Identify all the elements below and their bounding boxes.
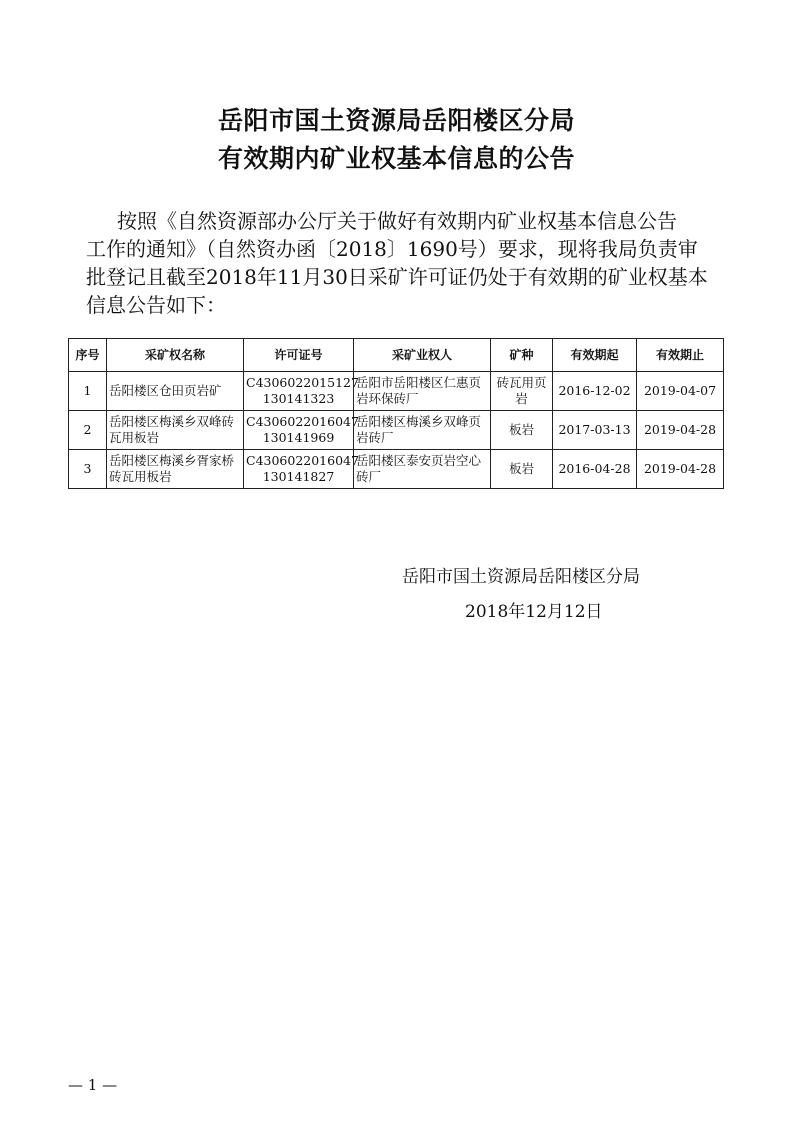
license-part-a: C4306022016047	[246, 414, 359, 429]
body-line-4: 信息公告如下：	[86, 293, 226, 317]
header-mineral: 矿种	[491, 339, 553, 372]
cell-no: 1	[69, 372, 107, 411]
cell-holder: 岳阳楼区泰安页岩空心砖厂	[354, 450, 491, 489]
page-number: — 1 —	[68, 1076, 118, 1094]
cell-start: 2016-04-28	[553, 450, 637, 489]
header-end: 有效期止	[637, 339, 724, 372]
cell-license	[244, 411, 359, 450]
header-name: 采矿权名称	[107, 339, 244, 372]
table-header-row	[69, 339, 724, 372]
cell-no: 3	[69, 450, 107, 489]
header-license: 许可证号	[244, 339, 354, 372]
body-line-3: 批登记且截至2018年11月30日采矿许可证仍处于有效期的矿业权基本	[86, 265, 708, 289]
table-row	[69, 450, 724, 489]
license-part-b: 130141323	[262, 391, 335, 406]
mining-rights-table	[68, 338, 724, 489]
license-part-b: 130141969	[262, 430, 335, 445]
cell-start: 2016-12-02	[553, 372, 637, 411]
signature-date: 2018年12月12日	[465, 602, 603, 622]
signature-org: 岳阳市国土资源局岳阳楼区分局	[402, 567, 640, 587]
title-line-2: 有效期内矿业权基本信息的公告	[217, 144, 575, 173]
cell-license	[244, 450, 359, 489]
cell-name: 岳阳楼区梅溪乡胥家桥砖瓦用板岩	[107, 450, 244, 489]
header-no: 序号	[69, 339, 107, 372]
cell-name: 岳阳楼区梅溪乡双峰砖瓦用板岩	[107, 411, 244, 450]
cell-end: 2019-04-28	[637, 450, 724, 489]
cell-name: 岳阳楼区仓田页岩矿	[107, 372, 244, 411]
header-holder: 采矿业权人	[354, 339, 491, 372]
header-start: 有效期起	[553, 339, 637, 372]
license-part-a: C4306022015127	[246, 375, 359, 390]
license-part-b: 130141827	[262, 469, 335, 484]
body-line-2: 工作的通知》（自然资办函〔2018〕1690号）要求，现将我局负责审	[86, 237, 698, 261]
cell-holder: 岳阳市岳阳楼区仁惠页岩环保砖厂	[354, 372, 491, 411]
cell-start: 2017-03-13	[553, 411, 637, 450]
body-line-1: 按照《自然资源部办公厅关于做好有效期内矿业权基本信息公告	[117, 209, 677, 233]
table-row	[69, 372, 724, 411]
title-line-1: 岳阳市国土资源局岳阳楼区分局	[217, 106, 575, 135]
cell-mineral: 板岩	[491, 450, 553, 489]
cell-end: 2019-04-28	[637, 411, 724, 450]
cell-end: 2019-04-07	[637, 372, 724, 411]
license-part-a: C4306022016047	[246, 453, 359, 468]
table-row	[69, 411, 724, 450]
cell-no: 2	[69, 411, 107, 450]
cell-mineral: 砖瓦用页岩	[491, 372, 553, 411]
cell-license	[244, 372, 359, 411]
cell-holder: 岳阳楼区梅溪乡双峰页岩砖厂	[354, 411, 491, 450]
cell-mineral: 板岩	[491, 411, 553, 450]
